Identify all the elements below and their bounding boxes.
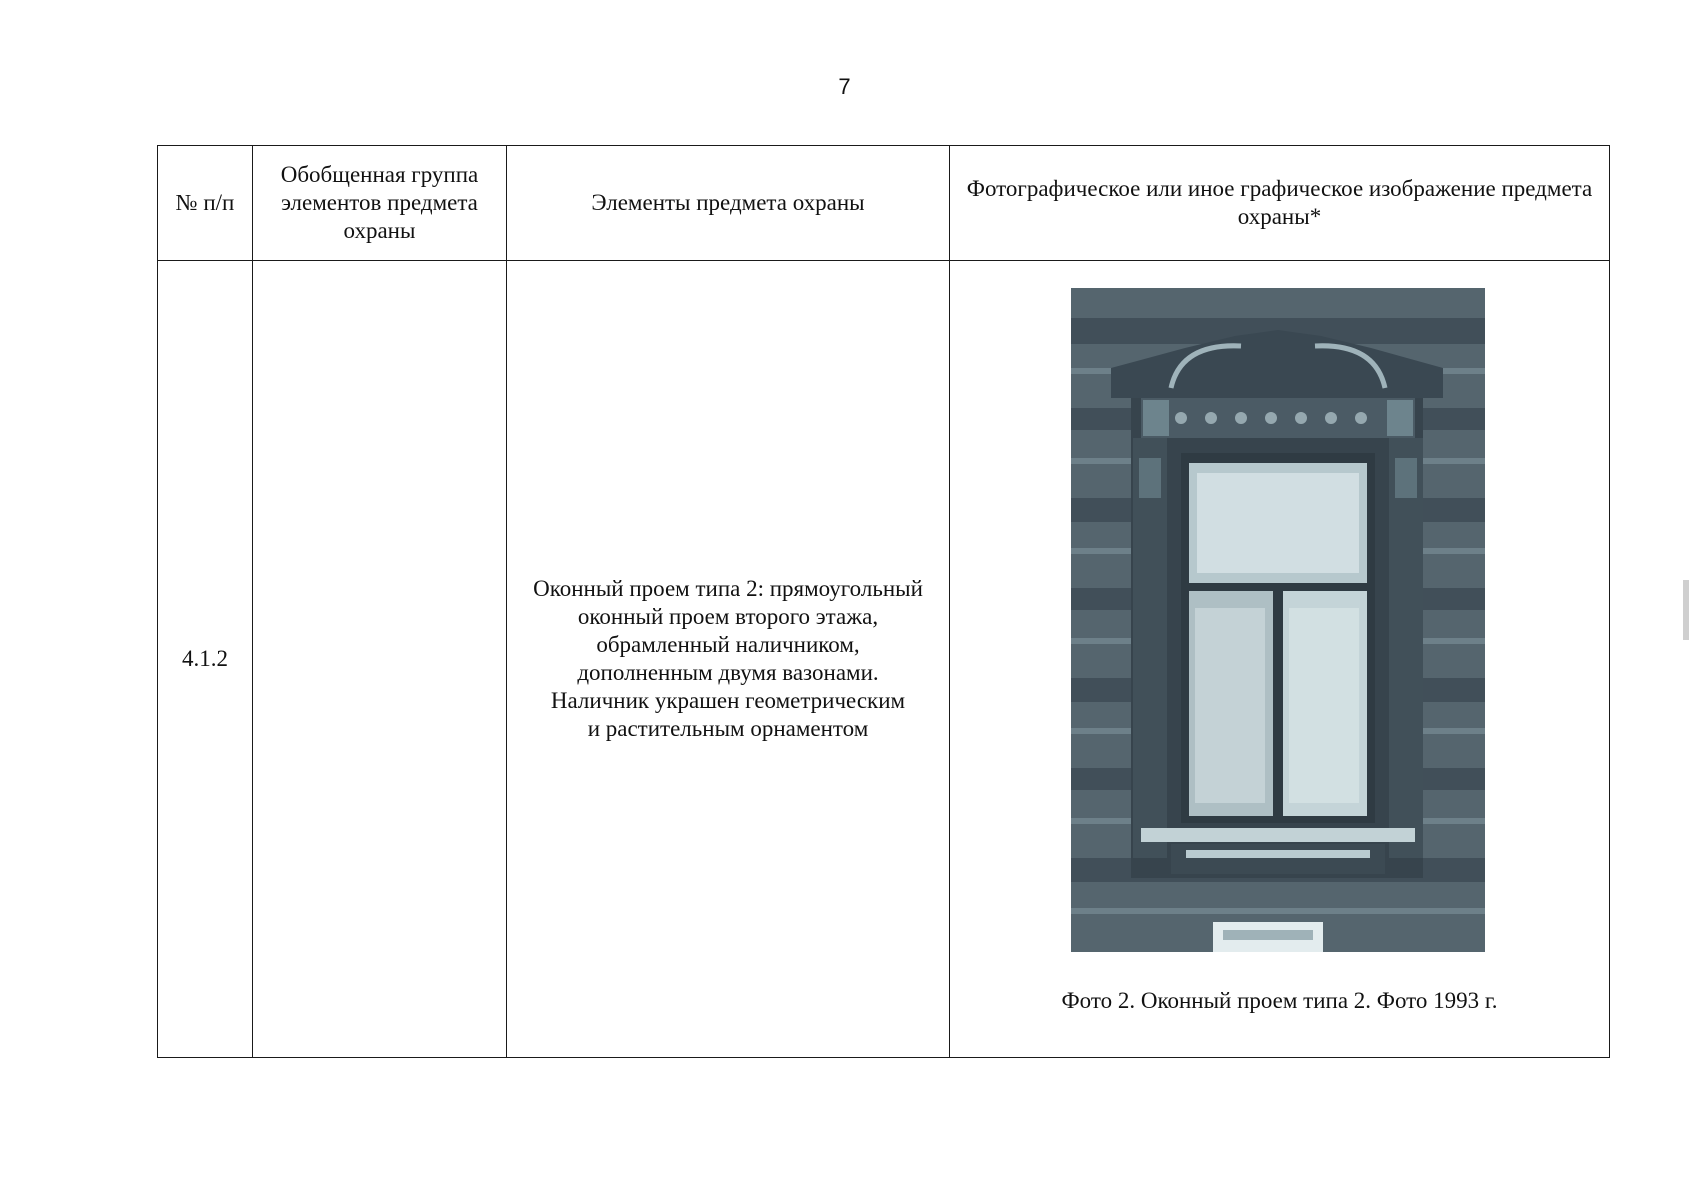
table-header-row <box>158 146 1610 261</box>
header-num: № п/п <box>158 146 253 261</box>
header-photo: Фотографическое или иное графическое изображение предмета охраны* <box>950 146 1610 261</box>
page-number: 7 <box>838 74 851 99</box>
row-photo <box>950 261 1610 1058</box>
protection-table <box>157 145 1610 1058</box>
row-group <box>253 261 507 1058</box>
row-elements <box>507 261 950 1058</box>
header-elements: Элементы предмета охраны <box>507 146 950 261</box>
element-description-line: дополненным двумя вазонами. <box>577 660 879 685</box>
header-group: Обобщенная группа элементов предмета охраны <box>253 146 507 261</box>
element-description-line: оконный проем второго этажа, <box>577 604 879 629</box>
element-description-line: и растительным орнаментом <box>587 716 869 741</box>
scan-edge-mark <box>1683 580 1689 640</box>
photo-caption: Фото 2. Оконный проем типа 2. Фото 1993 г. <box>1061 988 1498 1013</box>
table-row <box>158 261 1610 1058</box>
element-description-line: Наличник украшен геометрическим <box>550 688 906 713</box>
element-description-line: обрамленный наличником, <box>596 632 860 657</box>
row-num: 4.1.2 <box>158 261 253 1058</box>
window-photo <box>1071 288 1485 952</box>
element-description-line: Оконный проем типа 2: прямоугольный <box>533 576 923 601</box>
